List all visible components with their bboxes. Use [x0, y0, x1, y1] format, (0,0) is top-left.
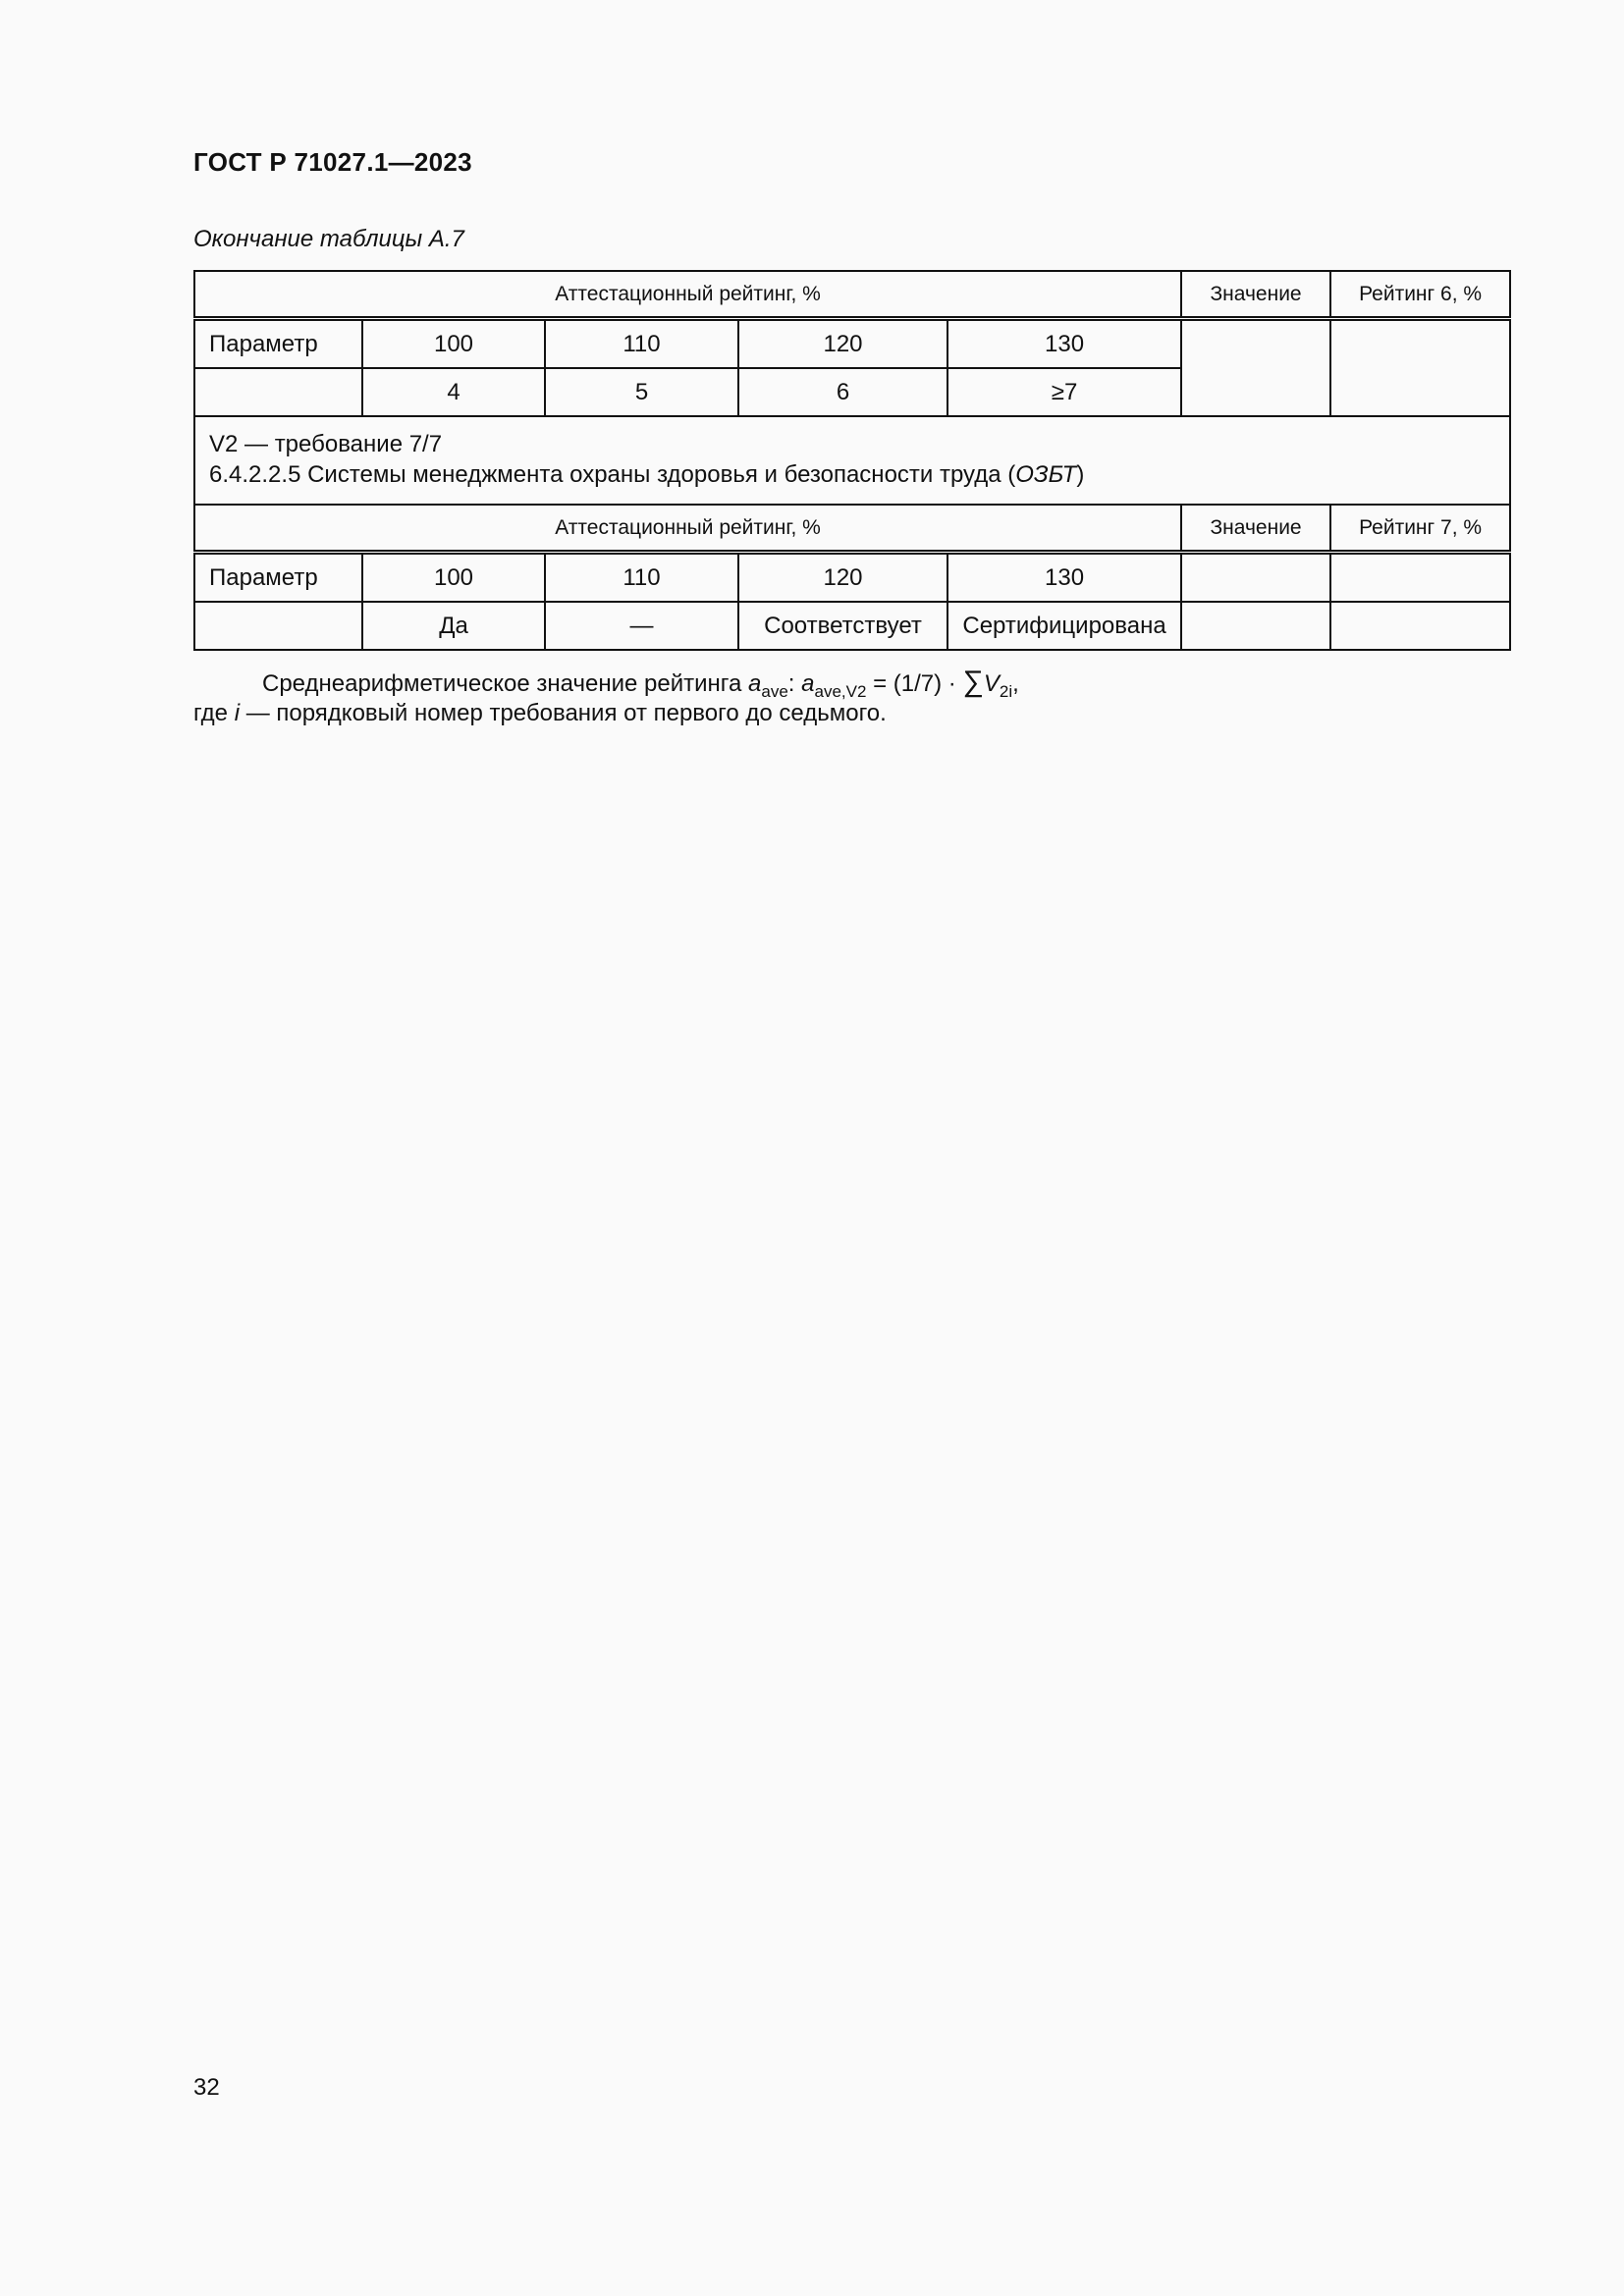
- value-cell: [1181, 319, 1330, 417]
- level-cell: 130: [947, 319, 1181, 369]
- level-cell: 120: [738, 319, 947, 369]
- level-cell: 130: [947, 553, 1181, 603]
- table-header-row: [194, 505, 1510, 553]
- rating-7-cell: [1330, 602, 1510, 650]
- requirement-title: V2 — требование 7/7: [209, 431, 443, 457]
- value-cell: [1181, 602, 1330, 650]
- criterion-cell: 5: [545, 368, 738, 416]
- section-row: [194, 416, 1510, 505]
- rating-6-cell: [1330, 319, 1510, 417]
- attestation-rating-header: Аттестационный рейтинг, %: [194, 271, 1181, 319]
- criterion-cell: Соответствует: [738, 602, 947, 650]
- formula-line: Среднеарифметическое значение рейтинга $a_{ave}$: $a_{ave,V2} = (1/7) \cdot \sum V_{2i}$,: [262, 666, 1019, 701]
- level-cell: 100: [362, 553, 545, 603]
- requirement-clause: 6.4.2.2.5 Системы менеджмента охраны здоровья и безопасности труда (ОЗБТ): [209, 461, 1085, 488]
- criterion-cell: Да: [362, 602, 545, 650]
- document-id: ГОСТ Р 71027.1—2023: [193, 147, 472, 177]
- criterion-cell: 6: [738, 368, 947, 416]
- parameter-label: Параметр: [194, 553, 362, 603]
- table-row: [194, 553, 1510, 603]
- attestation-rating-header: Аттестационный рейтинг, %: [194, 505, 1181, 553]
- rating-table: [193, 270, 1511, 651]
- rating-6-header: Рейтинг 6, %: [1330, 271, 1510, 319]
- rating-7-header: Рейтинг 7, %: [1330, 505, 1510, 553]
- level-cell: 120: [738, 553, 947, 603]
- value-header: Значение: [1181, 271, 1330, 319]
- level-cell: 110: [545, 319, 738, 369]
- average-rating-formula: [193, 667, 1509, 728]
- level-cell: 110: [545, 553, 738, 603]
- value-header: Значение: [1181, 505, 1330, 553]
- table-caption: Окончание таблицы А.7: [193, 226, 464, 252]
- table-row: [194, 319, 1510, 369]
- table-header-row: [194, 271, 1510, 319]
- rating-7-cell: [1330, 553, 1510, 603]
- empty-cell: [194, 368, 362, 416]
- table-row: [194, 602, 1510, 650]
- level-cell: 100: [362, 319, 545, 369]
- criterion-cell: ≥7: [947, 368, 1181, 416]
- criterion-cell: —: [545, 602, 738, 650]
- value-cell: [1181, 553, 1330, 603]
- criterion-cell: Сертифицирована: [947, 602, 1181, 650]
- criterion-cell: 4: [362, 368, 545, 416]
- parameter-label: Параметр: [194, 319, 362, 369]
- page-number: 32: [193, 2074, 220, 2101]
- formula-explanation: где i — порядковый номер требования от первого до седьмого.: [193, 700, 887, 726]
- empty-cell: [194, 602, 362, 650]
- requirement-section: [194, 416, 1510, 505]
